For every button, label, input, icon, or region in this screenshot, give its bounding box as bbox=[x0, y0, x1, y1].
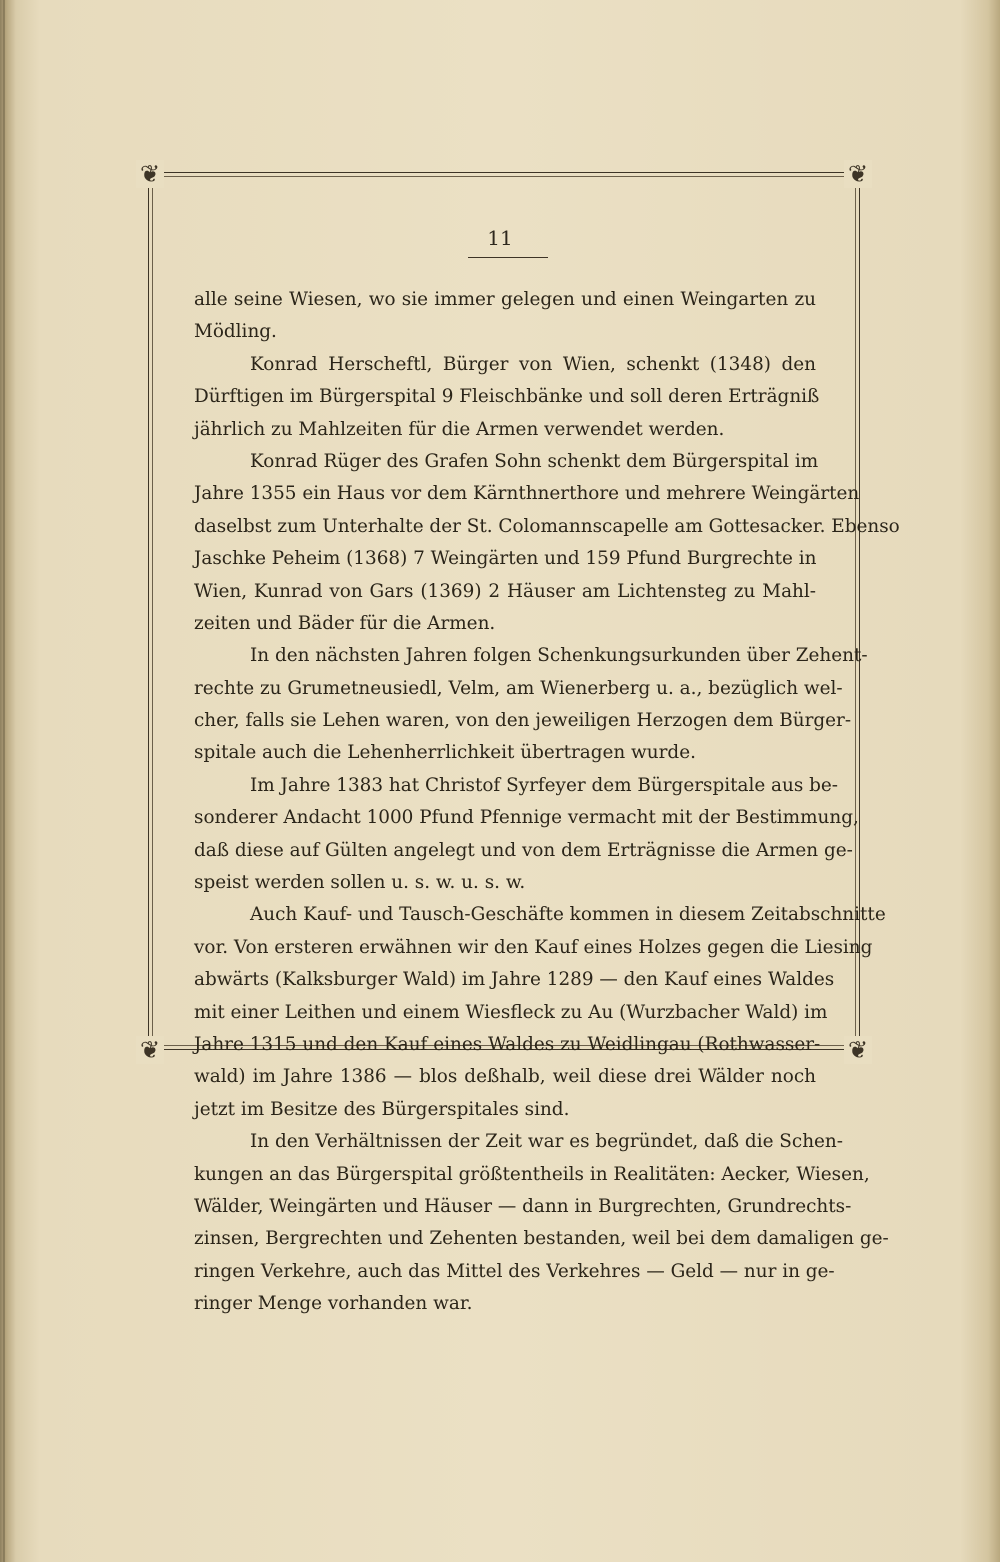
text-line: Wien, Kunrad von Gars (1369) 2 Häuser am Lichtensteg zu Mahl- bbox=[194, 580, 816, 602]
text-line: In den Verhältnissen der Zeit war es begründet, daß die Schen- bbox=[250, 1131, 843, 1153]
text-line: mit einer Leithen und einem Wiesfleck zu Au (Wurzbacher Wald) im bbox=[194, 1001, 828, 1023]
text-line: Konrad Herscheftl, Bürger von Wien, schenkt (1348) den bbox=[250, 353, 816, 375]
corner-ornament-top-right-icon: ❦ bbox=[844, 160, 872, 188]
text-line: Jaschke Peheim (1368) 7 Weingärten und 159 Pfund Burgrechte in bbox=[194, 548, 817, 570]
corner-ornament-top-left-icon: ❦ bbox=[136, 160, 164, 188]
text-line: speist werden sollen u. s. w. u. s. w. bbox=[194, 872, 526, 894]
text-line: spitale auch die Lehenherrlichkeit übertragen wurde. bbox=[194, 742, 696, 764]
page-number: 11 bbox=[487, 226, 513, 250]
text-line: Konrad Rüger des Grafen Sohn schenkt dem Bürgerspital im bbox=[250, 450, 819, 472]
text-line: jetzt im Besitze des Bürgerspitales sind. bbox=[194, 1098, 570, 1120]
text-line: Jahre 1355 ein Haus vor dem Kärnthnerthore und mehrere Weingärten bbox=[194, 483, 860, 505]
text-line: ringer Menge vorhanden war. bbox=[194, 1293, 473, 1315]
text-line: Im Jahre 1383 hat Christof Syrfeyer dem Bürgerspitale aus be- bbox=[250, 774, 839, 796]
text-line: ringen Verkehre, auch das Mittel des Verkehres — Geld — nur in ge- bbox=[194, 1260, 835, 1282]
text-line: daselbst zum Unterhalte der St. Colomannscapelle am Gottesacker. Ebenso bbox=[194, 515, 900, 537]
binding-gutter bbox=[3, 0, 5, 1562]
text-line: Mödling. bbox=[194, 321, 277, 343]
text-line: Jahre 1315 und den Kauf eines Waldes zu Weidlingau (Rothwasser- bbox=[194, 1033, 821, 1055]
text-line: alle seine Wiesen, wo sie immer gelegen und einen Weingarten zu bbox=[194, 289, 816, 310]
text-line: Dürftigen im Bürgerspital 9 Fleischbänke und soll deren Erträgniß bbox=[194, 386, 820, 408]
text-line: Auch Kauf- und Tausch-Geschäfte kommen in diesem Zeitabschnitte bbox=[250, 904, 886, 926]
page-number-rule bbox=[468, 257, 548, 258]
text-line: In den nächsten Jahren folgen Schenkungsurkunden über Zehent- bbox=[250, 645, 868, 667]
text-line: kungen an das Bürgerspital größtentheils in Realitäten: Aecker, Wiesen, bbox=[194, 1163, 870, 1185]
text-line: zeiten und Bäder für die Armen. bbox=[194, 612, 496, 634]
text-line: zinsen, Bergrechten und Zehenten bestanden, weil bei dem damaligen ge- bbox=[194, 1228, 889, 1250]
text-line: wald) im Jahre 1386 — blos deßhalb, weil diese drei Wälder noch bbox=[194, 1066, 816, 1088]
text-line: sonderer Andacht 1000 Pfund Pfennige vermacht mit der Bestimmung, bbox=[194, 807, 859, 829]
body-text bbox=[194, 284, 900, 1321]
corner-ornament-bottom-left-icon: ❦ bbox=[136, 1036, 164, 1064]
text-line: abwärts (Kalksburger Wald) im Jahre 1289 — den Kauf eines Waldes bbox=[194, 969, 835, 991]
text-line: Wälder, Weingärten und Häuser — dann in Burgrechten, Grundrechts- bbox=[194, 1195, 852, 1217]
corner-ornament-bottom-right-icon: ❦ bbox=[844, 1036, 872, 1064]
text-line: jährlich zu Mahlzeiten für die Armen verwendet werden. bbox=[194, 418, 725, 440]
text-line: rechte zu Grumetneusiedl, Velm, am Wienerberg u. a., bezüglich wel- bbox=[194, 677, 843, 699]
text-line: daß diese auf Gülten angelegt und von dem Erträgnisse die Armen ge- bbox=[194, 839, 853, 861]
text-line: vor. Von ersteren erwähnen wir den Kauf eines Holzes gegen die Liesing bbox=[194, 936, 873, 958]
text-line: cher, falls sie Lehen waren, von den jeweiligen Herzogen dem Bürger- bbox=[194, 710, 852, 732]
